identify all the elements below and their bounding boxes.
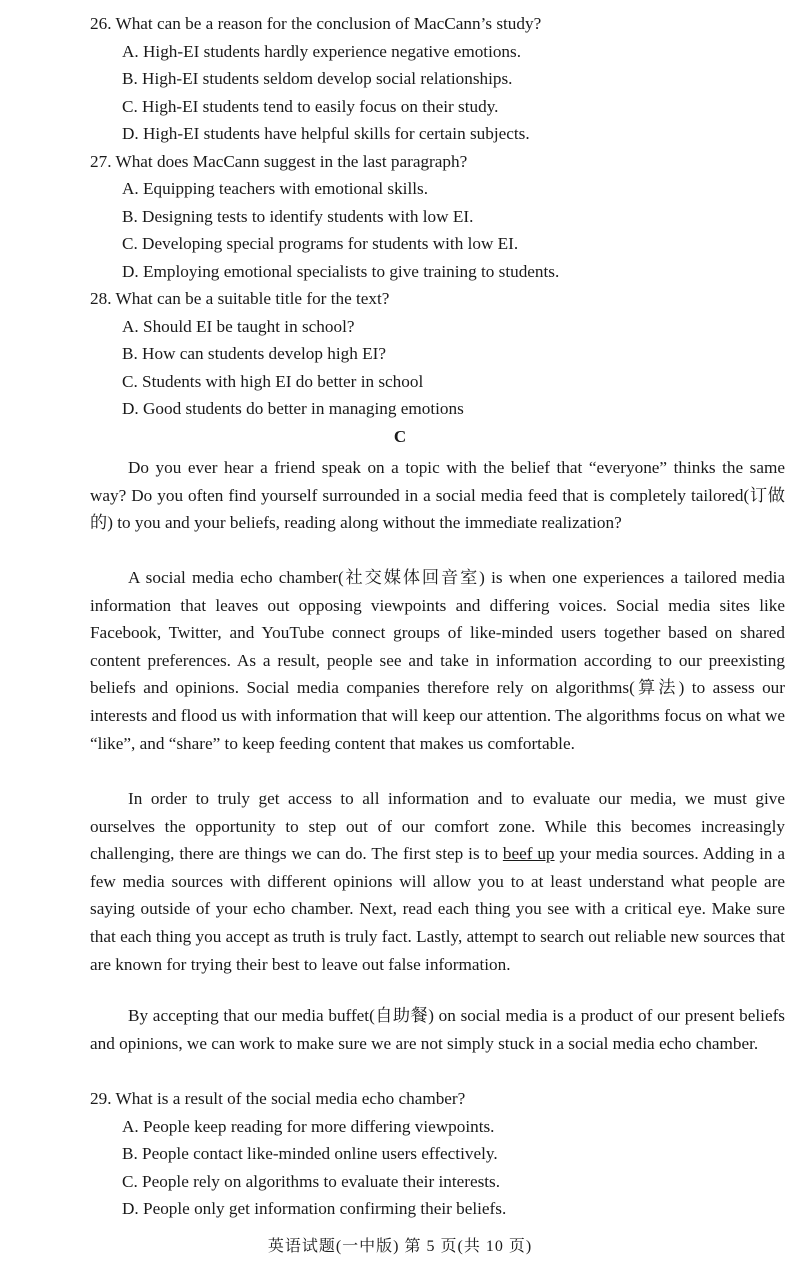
question-26-option-c: C. High-EI students tend to easily focus on their study. bbox=[122, 97, 499, 116]
question-26-stem: 26. What can be a reason for the conclusion of MacCann’s study? bbox=[90, 14, 542, 33]
question-29-option-a: A. People keep reading for more differing viewpoints. bbox=[122, 1117, 495, 1136]
question-26-option-a: A. High-EI students hardly experience negative emotions. bbox=[122, 42, 522, 61]
underlined-phrase: beef up bbox=[502, 844, 555, 864]
question-29-option-b: B. People contact like-minded online users effectively. bbox=[122, 1144, 498, 1163]
question-29-stem: 29. What is a result of the social media echo chamber? bbox=[90, 1089, 466, 1108]
question-28-stem: 28. What can be a suitable title for the text? bbox=[90, 289, 390, 308]
passage-paragraph-2: A social media echo chamber(社交媒体回音室) is when one experiences a tailored media information that leaves out opposing viewpoints and differing voices. Social media sites like Facebook, Twitter, and YouTube connect groups of like-minded users together based on shared content preferences. As a result, people see and take in information according to our preexisting beliefs and opinions. Social media companies therefore rely on algorithms(算法) to assess our interests and flood us with information that will keep our attention. The algorithms focus on what we “like”, and “share” to keep feeding content that makes us comfortable. bbox=[90, 568, 785, 753]
question-27-option-c: C. Developing special programs for students with low EI. bbox=[122, 234, 519, 253]
passage-paragraph-3-start: In order to truly get access to all information and to evaluate our media, we must give ourselves the opportunity to step out of our comfort zone. While this becomes increasingly challenging, there are things we can do. The first step is to bbox=[90, 789, 785, 864]
question-26-option-b: B. High-EI students seldom develop social relationships. bbox=[122, 69, 513, 88]
question-26-option-d: D. High-EI students have helpful skills for certain subjects. bbox=[122, 124, 530, 143]
question-28-option-b: B. How can students develop high EI? bbox=[122, 344, 386, 363]
question-29-option-d: D. People only get information confirming their beliefs. bbox=[122, 1199, 507, 1218]
page-footer: 英语试题(一中版) 第 5 页(共 10 页) bbox=[267, 1238, 533, 1255]
passage-paragraph-3-end: your media sources. Adding in a few media sources with different opinions will allow you to at least understand what people are saying outside of your echo chamber. Next, read each thing you see with a critical eye. Make sure that each thing you accept as truth is truly fact. Lastly, attempt to search out reliable new sources that are known for trying their best to leave out false information. bbox=[90, 844, 785, 974]
question-28-option-a: A. Should EI be taught in school? bbox=[122, 317, 355, 336]
question-28-option-c: C. Students with high EI do better in school bbox=[122, 372, 424, 391]
question-27-option-b: B. Designing tests to identify students with low EI. bbox=[122, 207, 474, 226]
passage-paragraph-3 bbox=[90, 785, 785, 978]
question-29-option-c: C. People rely on algorithms to evaluate their interests. bbox=[122, 1172, 501, 1191]
question-27-stem: 27. What does MacCann suggest in the last paragraph? bbox=[90, 152, 468, 171]
question-27-option-a: A. Equipping teachers with emotional skills. bbox=[122, 179, 428, 198]
question-28-option-d: D. Good students do better in managing emotions bbox=[122, 399, 464, 418]
section-heading: C bbox=[393, 427, 407, 446]
passage-paragraph-1: Do you ever hear a friend speak on a topic with the belief that “everyone” thinks the same way? Do you often find yourself surrounded in a social media feed that is completely tailored(订做的) to you and your beliefs, reading along without the immediate realization? bbox=[90, 458, 785, 533]
passage-paragraph-4: By accepting that our media buffet(自助餐) on social media is a product of our present beliefs and opinions, we can work to make sure we are not simply stuck in a social media echo chamber. bbox=[90, 1006, 785, 1053]
question-27-option-d: D. Employing emotional specialists to give training to students. bbox=[122, 262, 560, 281]
